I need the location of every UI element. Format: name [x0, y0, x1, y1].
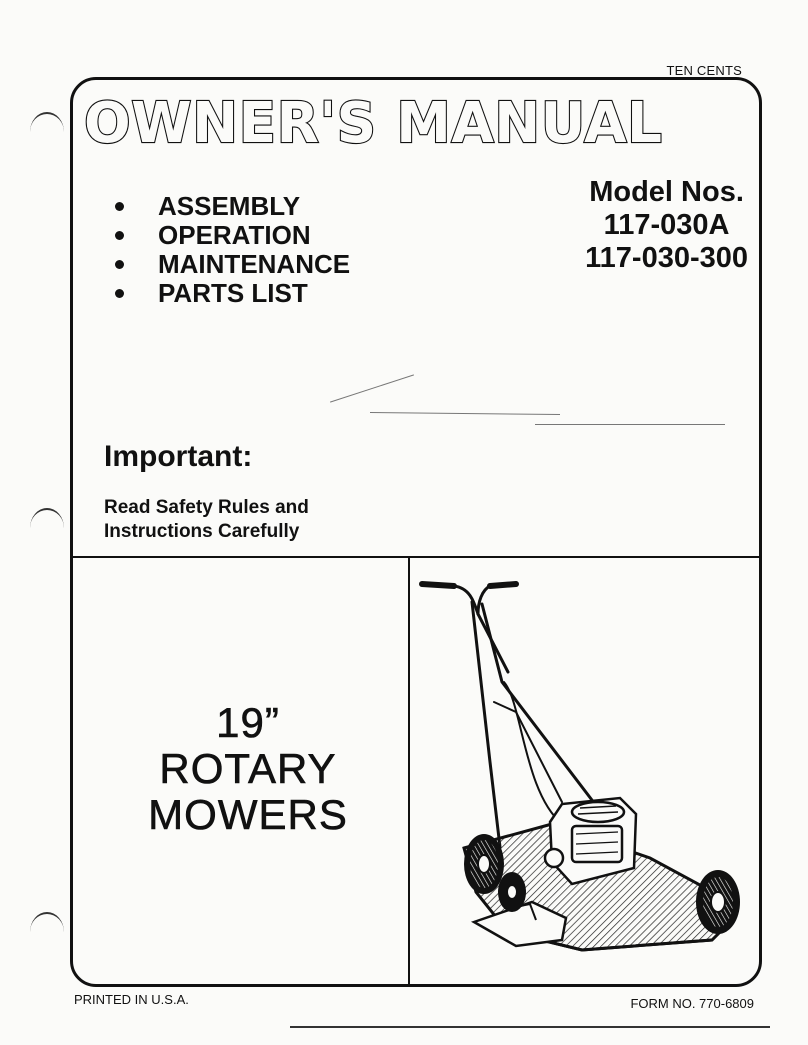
model-label: Model Nos.	[589, 176, 744, 208]
important-heading: Important:	[104, 440, 253, 473]
contents-item-label: MAINTENANCE	[158, 249, 351, 279]
printed-in-label: PRINTED IN U.S.A.	[74, 992, 189, 1007]
model-number: 117-030A	[603, 209, 730, 241]
bottom-rule	[290, 1026, 770, 1028]
vertical-divider	[408, 557, 410, 986]
price-label: TEN CENTS	[666, 63, 742, 78]
product-line: ROTARY	[159, 745, 337, 792]
form-number: FORM NO. 770-6809	[630, 996, 754, 1011]
binder-hole-mark	[30, 112, 64, 132]
bullet-icon	[115, 289, 124, 298]
product-line: MOWERS	[148, 791, 348, 838]
bullet-icon	[115, 260, 124, 269]
list-item	[115, 279, 350, 308]
bullet-icon	[115, 231, 124, 240]
scan-artifact	[535, 424, 725, 425]
product-size: 19”	[216, 699, 280, 746]
lawn-mower-illustration	[412, 562, 758, 982]
model-numbers	[585, 176, 748, 275]
list-item	[115, 250, 350, 279]
safety-line: Read Safety Rules and	[104, 497, 309, 518]
safety-notice	[104, 496, 404, 544]
binder-hole-mark	[30, 912, 64, 932]
horizontal-divider	[71, 556, 761, 558]
contents-item-label: ASSEMBLY	[158, 191, 301, 221]
contents-item-label: PARTS LIST	[158, 278, 308, 308]
product-title	[100, 700, 396, 838]
bullet-icon	[115, 202, 124, 211]
contents-item-label: OPERATION	[158, 220, 311, 250]
safety-line: Instructions Carefully	[104, 521, 300, 542]
binder-hole-mark	[30, 508, 64, 528]
list-item	[115, 221, 350, 250]
model-number: 117-030-300	[585, 242, 748, 274]
manual-title: OWNER'S MANUAL	[84, 91, 663, 156]
list-item	[115, 192, 350, 221]
contents-list	[115, 192, 350, 308]
